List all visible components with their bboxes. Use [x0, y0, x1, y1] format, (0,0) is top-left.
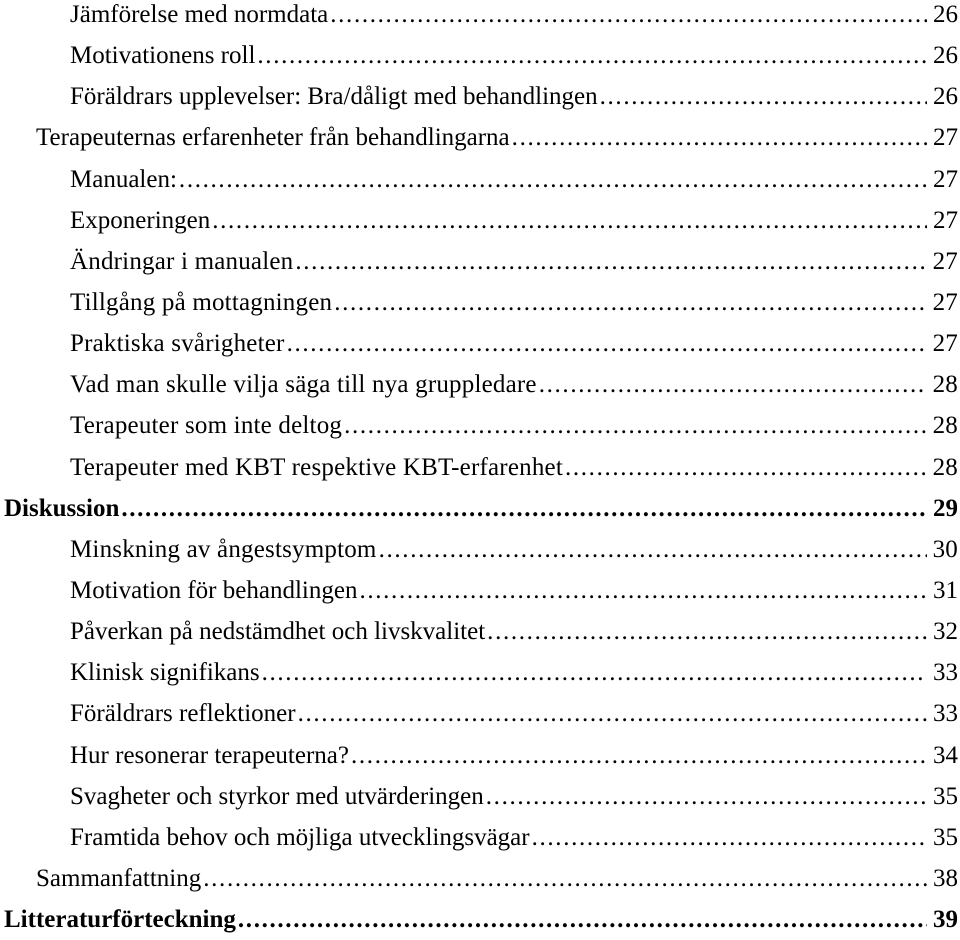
toc-entry[interactable] — [0, 570, 960, 611]
toc-entry-page: 26 — [933, 1, 958, 28]
toc-entry-title: Klinisk signifikans — [70, 659, 260, 687]
toc-entry-page: 26 — [933, 42, 958, 70]
dot-leader — [344, 405, 926, 446]
toc-entry[interactable] — [0, 776, 960, 817]
dot-leader — [179, 159, 927, 200]
dot-leader — [532, 817, 927, 858]
toc-entry[interactable] — [0, 693, 960, 734]
toc-entry-title: Framtida behov och möjliga utvecklingsvägar — [70, 823, 530, 851]
toc-entry-page: 29 — [933, 494, 958, 522]
toc-entry-page: 39 — [933, 906, 958, 934]
toc-entry-title: Motivationens roll — [70, 42, 256, 70]
toc-entry-page: 34 — [933, 741, 958, 769]
toc-entry[interactable] — [0, 405, 960, 446]
dot-leader — [565, 447, 927, 488]
dot-leader — [238, 899, 927, 940]
toc-entry[interactable] — [0, 364, 960, 405]
dot-leader — [287, 323, 927, 364]
toc-entry[interactable] — [0, 447, 960, 488]
toc-entry[interactable] — [0, 529, 960, 570]
toc-entry-title: Tillgång på mottagningen — [70, 288, 333, 316]
toc-entry-page: 30 — [932, 535, 958, 563]
dot-leader — [295, 241, 926, 282]
dot-leader — [257, 35, 927, 76]
toc-entry-page: 33 — [933, 659, 958, 687]
toc-entry[interactable] — [0, 35, 960, 76]
toc-entry-page: 27 — [933, 165, 958, 193]
toc-entry-title: Terapeuternas erfarenheter från behandlingarna — [36, 124, 510, 152]
dot-leader — [262, 652, 927, 693]
toc-entry-page: 27 — [932, 288, 958, 316]
toc-entry-page: 35 — [933, 782, 958, 810]
toc-entry[interactable] — [0, 117, 960, 158]
toc-entry-title: Föräldrars reflektioner — [70, 700, 296, 728]
dot-leader — [359, 570, 927, 611]
toc-entry-title: Motivation för behandlingen — [70, 576, 358, 604]
dot-leader — [512, 117, 927, 158]
toc-entry-title: Praktiska svårigheter — [70, 330, 285, 358]
toc-entry-page: 35 — [933, 823, 958, 851]
toc-entry[interactable] — [0, 241, 960, 282]
toc-entry-title: Diskussion — [4, 494, 120, 522]
toc-entry-page: 28 — [932, 453, 958, 481]
toc-entry-title: Hur resonerar terapeuterna? — [70, 741, 349, 769]
toc-entry-title: Svagheter och styrkor med utvärderingen — [70, 782, 484, 810]
toc-entry-title: Exponeringen — [70, 206, 211, 234]
toc-entry-title: Minskning av ångestsymptom — [70, 535, 377, 563]
dot-leader — [539, 364, 927, 405]
toc-entry-page: 27 — [933, 206, 958, 234]
toc-entry-title: Manualen: — [70, 165, 177, 193]
toc-entry[interactable] — [0, 488, 960, 529]
toc-entry[interactable] — [0, 323, 960, 364]
toc-entry[interactable] — [0, 200, 960, 241]
dot-leader — [351, 735, 927, 776]
dot-leader — [486, 776, 927, 817]
dot-leader — [212, 200, 927, 241]
dot-leader — [379, 529, 927, 570]
toc-entry[interactable] — [0, 76, 960, 117]
toc-entry[interactable] — [0, 0, 960, 35]
toc-entry-page: 28 — [932, 371, 958, 399]
dot-leader — [600, 76, 927, 117]
dot-leader — [330, 0, 927, 35]
toc-entry[interactable] — [0, 652, 960, 693]
toc-entry-title: Sammanfattning — [36, 864, 202, 892]
toc-entry-page: 31 — [933, 576, 958, 604]
toc-entry-page: 26 — [933, 83, 958, 111]
toc-entry[interactable] — [0, 735, 960, 776]
toc-entry-page: 28 — [932, 412, 958, 440]
dot-leader — [121, 488, 927, 529]
toc-entry-page: 27 — [933, 124, 958, 152]
dot-leader — [298, 693, 927, 734]
toc-entry-page: 32 — [933, 618, 958, 646]
toc-entry-page: 27 — [932, 247, 958, 275]
toc-entry-title: Litteraturförteckning — [4, 906, 236, 934]
toc-entry[interactable] — [0, 858, 960, 899]
toc-entry-title: Terapeuter med KBT respektive KBT-erfarenhet — [70, 453, 563, 481]
toc-entry[interactable] — [0, 899, 960, 940]
toc-entry-title: Terapeuter som inte deltog — [70, 412, 343, 440]
toc-entry[interactable] — [0, 159, 960, 200]
toc-entry-page: 33 — [933, 700, 958, 728]
toc-entry-title: Vad man skulle vilja säga till nya gruppledare — [70, 371, 537, 399]
toc-entry-title: Jämförelse med normdata — [70, 1, 329, 28]
toc-entry[interactable] — [0, 611, 960, 652]
toc-entry-page: 27 — [932, 330, 958, 358]
toc-entry-title: Påverkan på nedstämdhet och livskvalitet — [70, 618, 486, 646]
dot-leader — [334, 282, 926, 323]
toc-entry[interactable] — [0, 282, 960, 323]
toc-entry[interactable] — [0, 817, 960, 858]
dot-leader — [487, 611, 927, 652]
toc-entry-page: 38 — [933, 864, 958, 892]
toc-entry-title: Föräldrars upplevelser: Bra/dåligt med behandlingen — [70, 83, 598, 111]
toc-entry-title: Ändringar i manualen — [70, 247, 294, 275]
dot-leader — [203, 858, 927, 899]
